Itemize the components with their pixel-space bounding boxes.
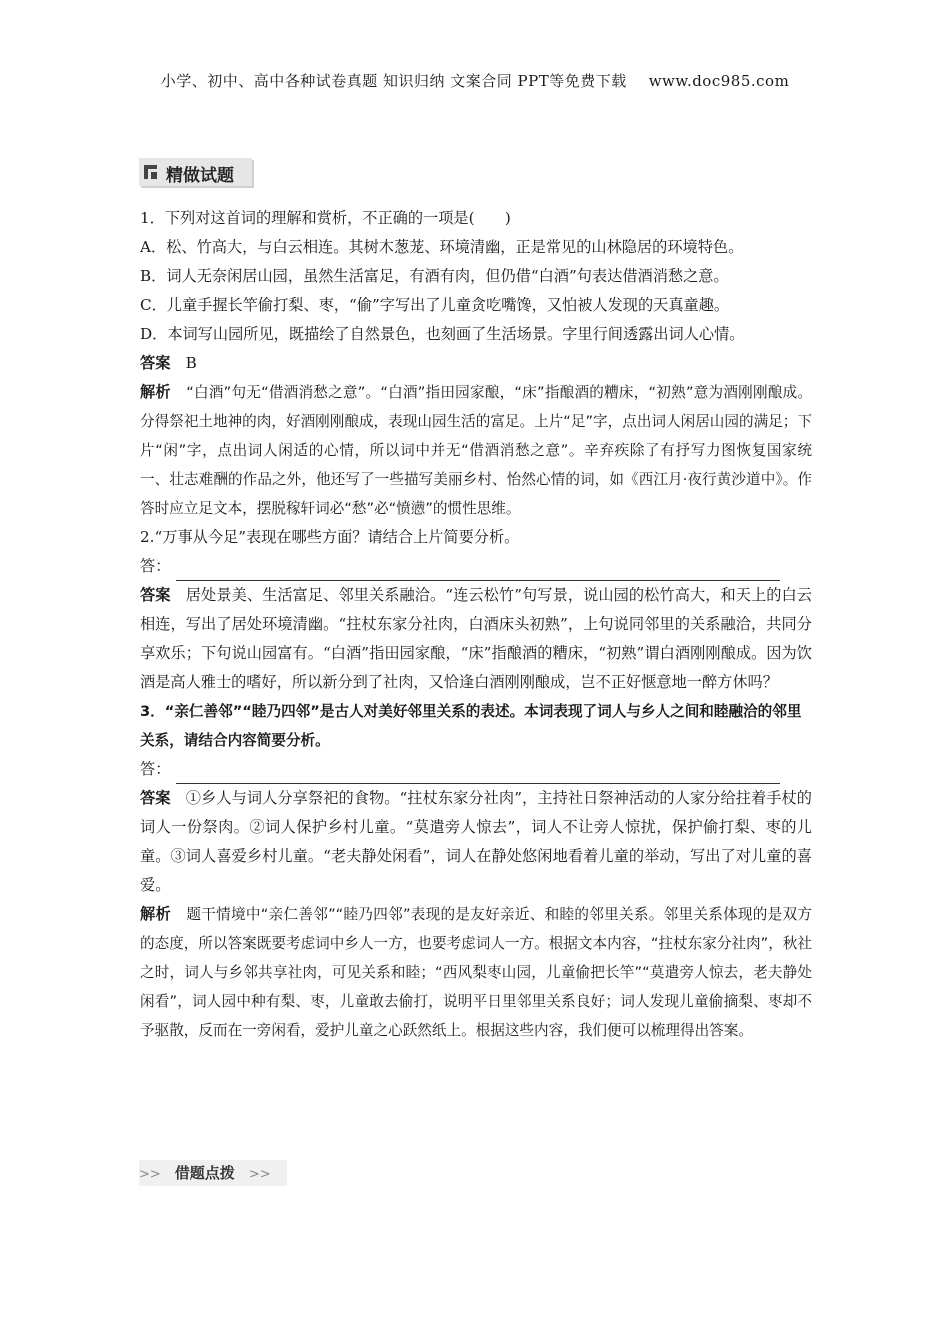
q1-option-b: B．词人无奈闲居山园，虽然生活富足，有酒有肉，但仍借“白酒”句表达借酒消愁之意。	[140, 267, 729, 285]
q2-answer-line	[140, 552, 812, 581]
q3-answer-text: ①乡人与词人分享祭祀的食物。“拄杖东家分社肉”，主持社日祭神活动的人家分给拄着手杖的词人一份祭肉。②词人保护乡村儿童。“莫遣旁人惊去”，词人不让旁人惊扰，保护偷打梨、枣的儿童。③词人喜爱乡村儿童。“老夫静处闲看”，词人在静处悠闲地看着儿童的举动，写出了对儿童的喜爱。	[140, 789, 812, 894]
q2-answer-blank[interactable]	[176, 561, 780, 581]
q1-analysis	[140, 378, 812, 523]
q2-answer	[140, 581, 812, 697]
q2-answer-text: 居处景美、生活富足、邻里关系融洽。“连云松竹”句写景，说山园的松竹高大，和天上的白云相连，写出了居处环境清幽。“拄杖东家分社肉，白酒床头初熟”，上句说同邻里的关系融洽，共同分享欢乐；下句说山园富有。“白酒”指田园家酿，“床”指酿酒的糟床，“初熟”谓白酒刚刚酿成。因为饮酒是高人雅士的嗜好，所以新分到了社肉，又恰逢白酒刚刚酿成，岂不正好惬意地一醉方休吗？	[140, 586, 812, 691]
question-content	[140, 204, 812, 1045]
header-site: www.doc985.com	[648, 72, 790, 90]
q1-answer	[140, 349, 812, 378]
q1-analysis-text: “白酒”句无“借酒消愁之意”。“白酒”指田园家酿，“床”指酿酒的糟床，“初熟”意为酒刚刚酿成。分得祭祀土地神的肉，好酒刚刚酿成，表现山园生活的富足。上片“足”字，点出词人闲居山园的满足；下片“闲”字，点出词人闲适的心情，所以词中并无“借酒消愁之意”。辛弃疾除了有抒写力图恢复国家统一、壮志难酬的作品之外，他还写了一些描写美丽乡村、怡然心情的词，如《西江月·夜行黄沙道中》。作答时应立足文本，摆脱稼轩词必“愁”必“愤懑”的惯性思维。	[140, 384, 813, 517]
header-banner: 小学、初中、高中各种试卷真题 知识归纳 文案合同 PPT等免费下载	[160, 72, 627, 90]
tips-title: 借题点拨	[174, 1164, 235, 1182]
q3-answer-line	[140, 755, 812, 784]
q3-stem: 3．“亲仁善邻”“睦乃四邻”是古人对美好邻里关系的表述。本词表现了词人与乡人之间和睦融洽的邻里关系，请结合内容简要分析。	[140, 703, 802, 749]
q3-analysis	[140, 900, 812, 1045]
page-header	[0, 70, 950, 91]
q1-answer-value: B	[185, 354, 197, 372]
q1-analysis-label: 解析	[140, 383, 171, 401]
section-bracket-icon	[144, 165, 157, 179]
q1-option-a: A．松、竹高大，与白云相连。其树木葱茏、环境清幽，正是常见的山林隐居的环境特色。	[140, 238, 744, 256]
q3-answer-prefix: 答：	[140, 760, 171, 778]
q3-answer-blank[interactable]	[176, 764, 780, 784]
q2-answer-prefix: 答：	[140, 557, 171, 575]
q3-analysis-label: 解析	[140, 905, 171, 923]
q1-stem: 1．下列对这首词的理解和赏析，不正确的一项是( )	[140, 209, 511, 227]
q1-option-c: C．儿童手握长竿偷打梨、枣，“偷”字写出了儿童贪吃嘴馋，又怕被人发现的天真童趣。	[140, 296, 730, 314]
tips-header	[139, 1160, 287, 1186]
q2-answer-label: 答案	[140, 586, 171, 604]
q3-answer	[140, 784, 812, 900]
q1-answer-label: 答案	[140, 354, 171, 372]
chevron-right-icon: >>	[139, 1167, 161, 1182]
q1-option-d: D．本词写山园所见，既描绘了自然景色，也刻画了生活场景。字里行间透露出词人心情。	[140, 325, 745, 343]
chevron-right-icon: >>	[248, 1167, 271, 1182]
section-header	[139, 158, 252, 186]
section-title: 精做试题	[166, 166, 234, 186]
q3-answer-label: 答案	[140, 789, 171, 807]
q3-analysis-text: 题干情境中“亲仁善邻”“睦乃四邻”表现的是友好亲近、和睦的邻里关系。邻里关系体现的是双方的态度，所以答案既要考虑词中乡人一方，也要考虑词人一方。根据文本内容，“拄杖东家分社肉”，秋社之时，词人与乡邻共享社肉，可见关系和睦；“西风梨枣山园，儿童偷把长竿”“莫遣旁人惊去，老夫静处闲看”，词人园中种有梨、枣，儿童敢去偷打，说明平日里邻里关系良好；词人发现儿童偷摘梨、枣却不予驱散，反而在一旁闲看，爱护儿童之心跃然纸上。根据这些内容，我们便可以梳理得出答案。	[140, 906, 813, 1039]
q2-stem: 2.“万事从今足”表现在哪些方面？请结合上片简要分析。	[140, 528, 520, 546]
